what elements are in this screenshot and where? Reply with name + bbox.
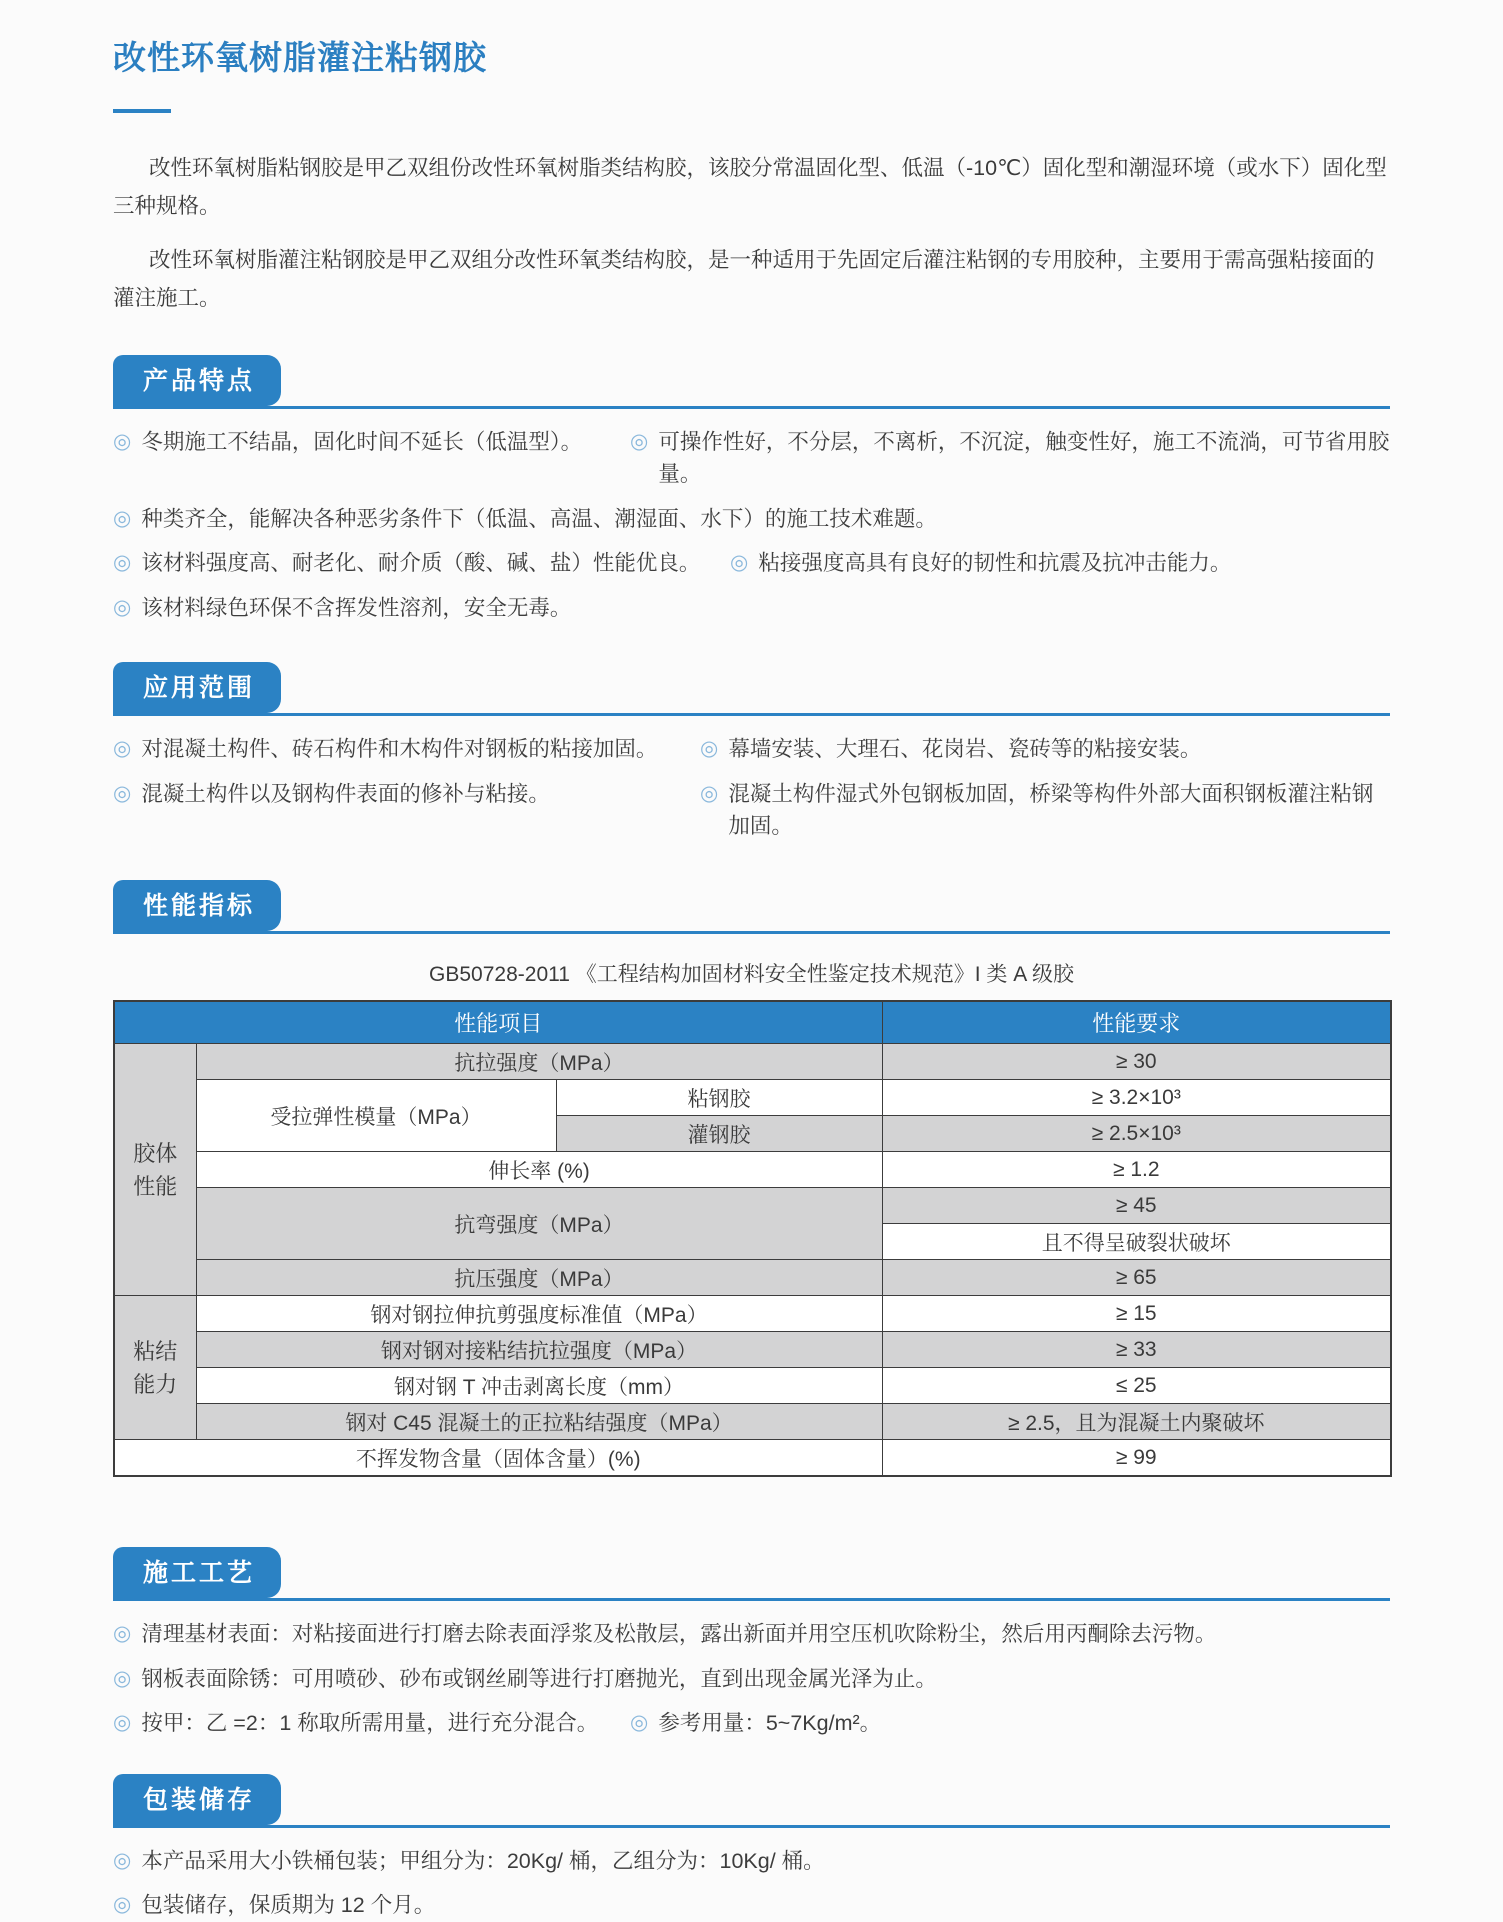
table-row — [114, 1080, 1391, 1116]
double-circle-bullet-icon: ◎ — [113, 1711, 132, 1735]
list-item-text: 粘接强度高具有良好的韧性和抗震及抗冲击能力。 — [758, 551, 1232, 576]
table-cell: ≥ 45 — [882, 1188, 1391, 1224]
table-cell: 钢对钢对接粘结抗拉强度（MPa） — [196, 1332, 882, 1368]
bullet-row — [113, 1618, 1390, 1651]
list-item-text: 冬期施工不结晶，固化时间不延长（低温型）。 — [141, 430, 583, 455]
bullet-row — [113, 1889, 1390, 1922]
section-header — [113, 355, 1390, 409]
list-item — [113, 592, 571, 625]
list-item-text: 该材料绿色环保不含挥发性溶剂，安全无毒。 — [141, 595, 572, 620]
section-header — [113, 1774, 1390, 1828]
section-tab: 产品特点 — [113, 355, 281, 406]
performance-table — [113, 1000, 1392, 1477]
list-item — [113, 1663, 937, 1696]
table-group-cell: 胶体性能 — [114, 1044, 196, 1296]
section-header — [113, 1547, 1390, 1601]
section-header — [113, 662, 1390, 716]
table-header-row — [114, 1001, 1391, 1044]
bullet-row — [113, 778, 1390, 843]
table-cell: ≥ 2.5，且为混凝土内聚破坏 — [882, 1404, 1391, 1440]
double-circle-bullet-icon: ◎ — [113, 595, 132, 619]
double-circle-bullet-icon: ◎ — [113, 1666, 132, 1690]
list-item-text: 参考用量：5~7Kg/m²。 — [658, 1711, 882, 1736]
table-row — [114, 1404, 1391, 1440]
table-row — [114, 1440, 1391, 1477]
table-cell: 粘钢胶 — [556, 1080, 882, 1116]
storage-list — [113, 1828, 1390, 1922]
list-item-text: 本产品采用大小铁桶包装；甲组分为：20Kg/ 桶，乙组分为：10Kg/ 桶。 — [141, 1848, 825, 1873]
table-cell: 不挥发物含量（固体含量）(%) — [114, 1440, 882, 1477]
table-cell: ≥ 1.2 — [882, 1152, 1391, 1188]
table-cell: ≤ 25 — [882, 1368, 1391, 1404]
bullet-row — [113, 547, 1390, 580]
list-item-text: 对混凝土构件、砖石构件和木构件对钢板的粘接加固。 — [141, 737, 658, 762]
table-row — [114, 1188, 1391, 1224]
table-row — [114, 1152, 1391, 1188]
table-cell: ≥ 30 — [882, 1044, 1391, 1080]
table-caption: GB50728-2011 《工程结构加固材料安全性鉴定技术规范》I 类 A 级胶 — [429, 963, 1074, 987]
table-cell: 抗压强度（MPa） — [196, 1260, 882, 1296]
intro-paragraph: 改性环氧树脂灌注粘钢胶是甲乙双组分改性环氧类结构胶，是一种适用于先固定后灌注粘钢的专用胶种，主要用于需高强粘接面的灌注施工。 — [113, 247, 1375, 310]
bullet-row — [113, 503, 1390, 536]
table-row — [114, 1296, 1391, 1332]
bullet-row — [113, 592, 1390, 625]
double-circle-bullet-icon: ◎ — [113, 430, 132, 454]
list-item-text: 该材料强度高、耐老化、耐介质（酸、碱、盐）性能优良。 — [141, 551, 701, 576]
table-cell: 钢对钢拉伸抗剪强度标准值（MPa） — [196, 1296, 882, 1332]
double-circle-bullet-icon: ◎ — [730, 551, 749, 575]
list-item — [113, 1707, 630, 1740]
list-item — [113, 1845, 825, 1878]
list-item — [113, 733, 700, 766]
list-item — [730, 547, 1231, 580]
list-item-text: 包装储存，保质期为 12 个月。 — [141, 1893, 436, 1918]
list-item — [113, 503, 937, 536]
table-cell: ≥ 15 — [882, 1296, 1391, 1332]
double-circle-bullet-icon: ◎ — [630, 1711, 649, 1735]
list-item-text: 钢板表面除锈：可用喷砂、砂布或钢丝刷等进行打磨抛光，直到出现金属光泽为止。 — [141, 1666, 937, 1691]
bullet-row — [113, 426, 1390, 491]
table-cell: ≥ 99 — [882, 1440, 1391, 1477]
table-row — [114, 1044, 1391, 1080]
bullet-row — [113, 1663, 1390, 1696]
list-item-text: 混凝土构件以及钢构件表面的修补与粘接。 — [141, 781, 550, 806]
double-circle-bullet-icon: ◎ — [630, 430, 649, 454]
double-circle-bullet-icon: ◎ — [113, 737, 132, 761]
table-cell: 钢对 C45 混凝土的正拉粘结强度（MPa） — [196, 1404, 882, 1440]
section-performance — [113, 880, 1390, 1477]
bullet-row — [113, 733, 1390, 766]
double-circle-bullet-icon: ◎ — [113, 551, 132, 575]
list-item-text: 可操作性好，不分层，不离析，不沉淀，触变性好，施工不流淌，可节省用胶量。 — [658, 430, 1390, 487]
table-header-cell: 性能项目 — [114, 1001, 882, 1044]
list-item — [113, 426, 630, 491]
list-item — [113, 1618, 1216, 1651]
section-process — [113, 1547, 1390, 1740]
double-circle-bullet-icon: ◎ — [700, 781, 719, 805]
table-row — [114, 1332, 1391, 1368]
table-cell: 受拉弹性模量（MPa） — [196, 1080, 556, 1152]
table-cell: 抗拉强度（MPa） — [196, 1044, 882, 1080]
table-group-cell: 粘结能力 — [114, 1296, 196, 1440]
table-header-cell: 性能要求 — [882, 1001, 1391, 1044]
table-cell: 钢对钢 T 冲击剥离长度（mm） — [196, 1368, 882, 1404]
list-item-text: 清理基材表面：对粘接面进行打磨去除表面浮浆及松散层，露出新面并用空压机吹除粉尘，然后用丙酮除去污物。 — [141, 1622, 1217, 1647]
double-circle-bullet-icon: ◎ — [113, 1622, 132, 1646]
section-applications — [113, 662, 1390, 842]
table-cell: 且不得呈破裂状破坏 — [882, 1224, 1391, 1260]
section-tab: 应用范围 — [113, 662, 281, 713]
double-circle-bullet-icon: ◎ — [113, 1848, 132, 1872]
list-item — [113, 1889, 435, 1922]
section-header — [113, 880, 1390, 934]
list-item-text: 混凝土构件湿式外包钢板加固，桥梁等构件外部大面积钢板灌注粘钢加固。 — [728, 781, 1374, 838]
table-cell: ≥ 2.5×10³ — [882, 1116, 1391, 1152]
double-circle-bullet-icon: ◎ — [700, 737, 719, 761]
table-cell: ≥ 33 — [882, 1332, 1391, 1368]
double-circle-bullet-icon: ◎ — [113, 781, 132, 805]
section-features — [113, 355, 1390, 624]
list-item — [630, 426, 1390, 491]
list-item — [113, 547, 730, 580]
list-item — [700, 778, 1390, 843]
table-cell: 抗弯强度（MPa） — [196, 1188, 882, 1260]
intro — [113, 149, 1390, 317]
features-list — [113, 409, 1390, 624]
page-title: 改性环氧树脂灌注粘钢胶 — [113, 39, 487, 76]
section-tab: 包装储存 — [113, 1774, 281, 1825]
list-item — [630, 1707, 881, 1740]
table-row — [114, 1260, 1391, 1296]
bullet-row — [113, 1845, 1390, 1878]
intro-paragraph: 改性环氧树脂粘钢胶是甲乙双组份改性环氧树脂类结构胶，该胶分常温固化型、低温（-10℃）固化型和潮湿环境（或水下）固化型三种规格。 — [113, 156, 1387, 219]
double-circle-bullet-icon: ◎ — [113, 506, 132, 530]
table-cell: ≥ 3.2×10³ — [882, 1080, 1391, 1116]
table-cell: ≥ 65 — [882, 1260, 1391, 1296]
table-cell: 灌钢胶 — [556, 1116, 882, 1152]
table-cell: 伸长率 (%) — [196, 1152, 882, 1188]
list-item — [113, 778, 700, 843]
list-item — [700, 733, 1201, 766]
section-storage — [113, 1774, 1390, 1922]
section-tab: 施工工艺 — [113, 1547, 281, 1598]
applications-list — [113, 716, 1390, 842]
table-row — [114, 1368, 1391, 1404]
process-list — [113, 1601, 1390, 1740]
section-tab: 性能指标 — [113, 880, 281, 931]
list-item-text: 幕墙安装、大理石、花岗岩、瓷砖等的粘接安装。 — [728, 737, 1202, 762]
bullet-row — [113, 1707, 1390, 1740]
list-item-text: 种类齐全，能解决各种恶劣条件下（低温、高温、潮湿面、水下）的施工技术难题。 — [141, 506, 937, 531]
title-underline — [113, 109, 171, 113]
list-item-text: 按甲：乙 =2：1 称取所需用量，进行充分混合。 — [141, 1711, 599, 1736]
double-circle-bullet-icon: ◎ — [113, 1893, 132, 1917]
